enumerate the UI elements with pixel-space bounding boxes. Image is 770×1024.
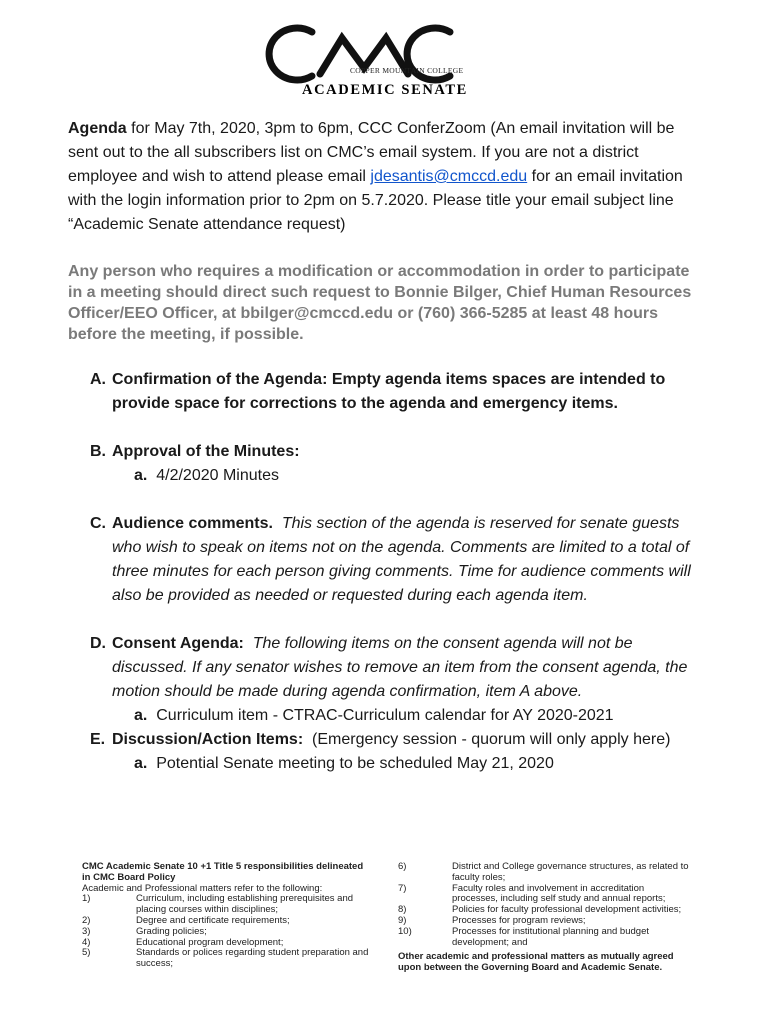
responsibility-text: District and College governance structures, as related to faculty roles;	[452, 861, 689, 883]
responsibility-text: Processes for program reviews;	[452, 914, 586, 926]
responsibility-item	[398, 927, 690, 949]
responsibility-text: Grading policies;	[136, 925, 207, 937]
accommodation-notice: Any person who requires a modification or accommodation in order to participate in a meeting should direct such request to Bonnie Bilger, Chief Human Resources Officer/EEO Officer, at bbilger@cmccd.edu or (760) 366-5285 at least 48 hours before the meeting, if possible.	[68, 263, 692, 343]
responsibility-item	[398, 884, 690, 906]
agenda-item-a: A. Confirmation of the Agenda: Empty agenda items spaces are intended to provide space for corrections to the agenda and emergency items.	[90, 371, 666, 412]
responsibility-item	[82, 894, 372, 916]
responsibility-number: 8)	[398, 904, 407, 916]
responsibility-text: Degree and certificate requirements;	[136, 914, 290, 926]
agenda-item-b: B. Approval of the Minutes:	[90, 443, 300, 460]
responsibility-text: Curriculum, including establishing prerequisites and placing courses within disciplines;	[136, 893, 354, 916]
responsibility-text: Policies for faculty professional development activities;	[452, 904, 682, 916]
responsibility-text: Educational program development;	[136, 936, 284, 948]
intro-text-2: for an email invitation with the login information prior to 2pm on 5.7.2020. Please title your email subject line “Academic Senate attendance request)	[68, 168, 683, 233]
responsibility-number: 5)	[82, 947, 91, 959]
agenda-list	[90, 368, 710, 776]
responsibility-item	[398, 862, 690, 884]
responsibility-number: 4)	[82, 936, 91, 948]
responsibility-text: Faculty roles and involvement in accreditation processes, including self study and annual reports;	[452, 882, 666, 905]
responsibility-text: Standards or polices regarding student preparation and success;	[136, 947, 369, 970]
email-link[interactable]: jdesantis@cmccd.edu	[370, 168, 528, 185]
responsibility-number: 6)	[398, 861, 407, 872]
responsibilities-right	[398, 862, 690, 974]
agenda-intro	[68, 117, 704, 237]
responsibilities-intro: Academic and Professional matters refer to the following:	[82, 882, 323, 894]
agenda-item-d: D. Consent Agenda: The following items on the consent agenda will not be discussed. If any senator wishes to remove an item from the consent agenda, the motion should be made during agenda confirmation, item A above.	[90, 635, 688, 700]
responsibilities-image	[82, 862, 692, 974]
agenda-subitem-d-a: a. Curriculum item - CTRAC-Curriculum calendar for AY 2020-2021	[134, 707, 614, 724]
responsibility-number: 9)	[398, 914, 407, 926]
agenda-subitem-b-a: a. 4/2/2020 Minutes	[134, 467, 279, 484]
logo-subtitle: COPPER MOUNTAIN COLLEGE	[350, 66, 464, 75]
responsibility-item	[82, 948, 372, 970]
responsibility-item	[82, 916, 372, 927]
page-title: ACADEMIC SENATE	[302, 82, 468, 98]
responsibility-text: Processes for institutional planning and budget development; and	[452, 925, 649, 948]
responsibility-number: 3)	[82, 925, 91, 937]
intro-text-1: for May 7th, 2020, 3pm to 6pm, CCC ConferZoom (An email invitation will be sent out to the all subscribers list on CMC’s email system. If you are not a district employee and wish to attend please email	[68, 120, 675, 185]
agenda-item-e: E. Discussion/Action Items: (Emergency session - quorum will only apply here)	[90, 731, 671, 748]
agenda-item-c: C. Audience comments. This section of the agenda is reserved for senate guests who wish to speak on items not on the agenda. Comments are limited to a total of three minutes for each person giving comments. Time for audience comments will also be provided as needed or requested during each agenda item.	[90, 515, 691, 604]
responsibility-number: 7)	[398, 882, 407, 894]
intro-lead: Agenda	[68, 120, 127, 137]
responsibilities-footer: Other academic and professional matters as mutually agreed upon between the Governing Board and Academic Senate.	[398, 951, 674, 974]
responsibility-number: 1)	[82, 893, 91, 905]
agenda-subitem-e-a: a. Potential Senate meeting to be scheduled May 21, 2020	[134, 755, 554, 772]
responsibilities-left	[82, 862, 372, 970]
responsibility-number: 2)	[82, 914, 91, 926]
responsibility-number: 10)	[398, 925, 412, 937]
responsibilities-title: CMC Academic Senate 10 +1 Title 5 responsibilities delineated in CMC Board Policy	[82, 861, 364, 883]
